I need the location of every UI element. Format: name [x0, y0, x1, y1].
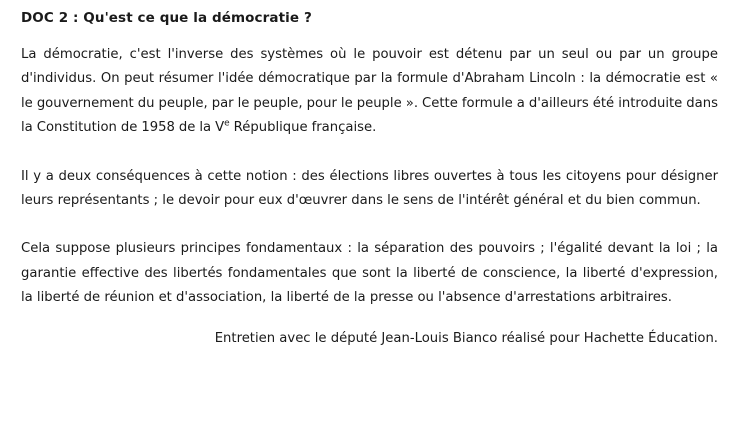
- paragraph-principles: Cela suppose plusieurs principes fondamentaux : la séparation des pouvoirs ; l'égalité devant la loi ; la garantie effective des libertés fondamentales que sont la liberté de conscience, la liberté d'expression, la liberté de réunion et d'association, la liberté de la presse ou l'absence d'arrestations arbitraires.: [21, 241, 718, 306]
- paragraph-consequences: Il y a deux conséquences à cette notion : des élections libres ouvertes à tous les citoyens pour désigner leurs représentants ; le devoir pour eux d'œuvrer dans le sens de l'intérêt général et du bien commun.: [21, 168, 718, 209]
- superscript-e: e: [224, 118, 230, 129]
- paragraph-definition-tail: République française.: [229, 120, 377, 136]
- document: [21, 8, 718, 351]
- paragraph-definition: [21, 43, 718, 141]
- doc-title: DOC 2 : Qu'est ce que la démocratie ?: [21, 10, 312, 26]
- source-credit: Entretien avec le député Jean-Louis Bianco réalisé pour Hachette Éducation.: [214, 330, 718, 346]
- paragraph-definition-text: La démocratie, c'est l'inverse des systèmes où le pouvoir est détenu par un seul ou par un groupe d'individus. On peut résumer l'idée démocratique par la formule d'Abraham Lincoln : la démocratie est « le gouvernement du peuple, par le peuple, pour le peuple ». Cette formule a d'ailleurs été introduite dans la Constitution de 1958 de la V: [21, 47, 718, 136]
